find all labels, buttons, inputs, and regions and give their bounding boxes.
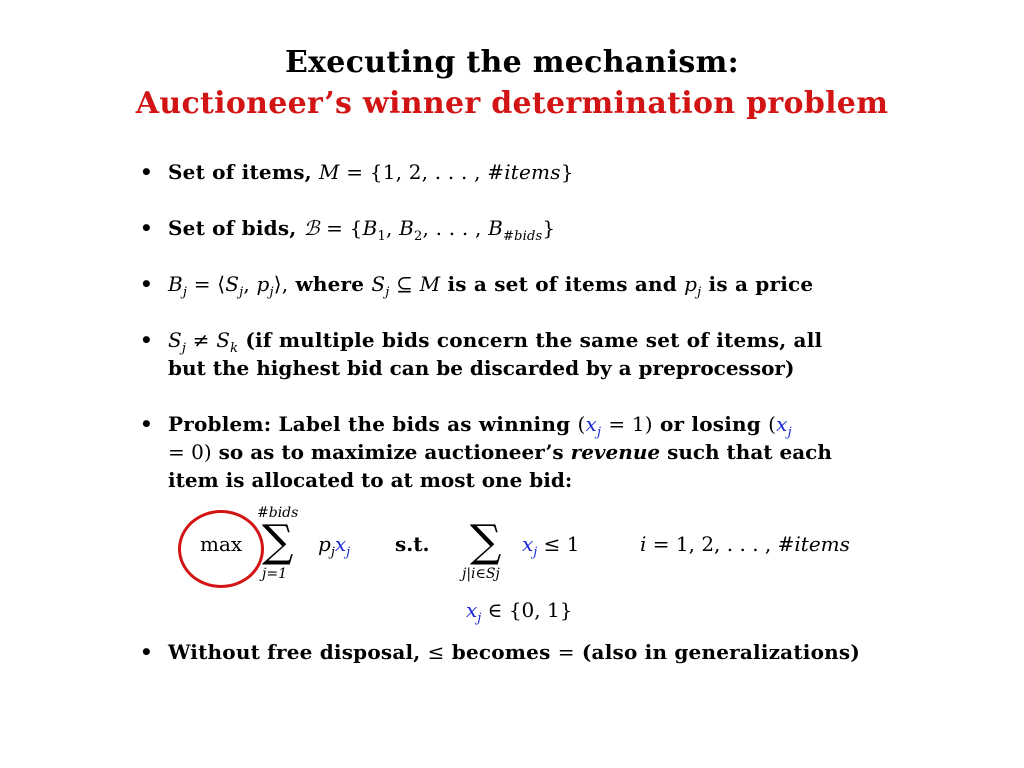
- max-operator: max: [200, 532, 243, 556]
- revenue-word: revenue: [570, 440, 661, 464]
- constraint-range: i = 1, 2, . . . , #items: [640, 532, 850, 556]
- bullet-dot: •: [140, 328, 153, 352]
- bullet-dot: •: [140, 412, 153, 436]
- slide-title: Executing the mechanism:: [284, 45, 740, 80]
- bid-tuple-math: $B_j$ = $⟨S_j$, $p_j⟩$,: [168, 272, 289, 300]
- bullet-problem: • Problem: Label the bids as winning $(x_j = 1)$ or losing ($x_j$: [140, 412, 792, 440]
- sum-lower-limit: j=1: [262, 566, 287, 582]
- bullet-bids: • Set of bids, ℬ = {$B_1$, $B_2$, . . . , $B_{\#bids}$}: [140, 216, 556, 244]
- bullet-dot: •: [140, 272, 153, 296]
- subject-to-label: s.t.: [395, 532, 430, 556]
- bullet-distinct-sets: • $S_j \ne S_k$ (if multiple bids concern the same set of items, all: [140, 328, 823, 356]
- bullet-dot: •: [140, 216, 153, 240]
- sum-symbol: ∑: [262, 516, 294, 567]
- bullet-items: • Set of items, M = {1, 2, . . . , #items}: [140, 160, 574, 184]
- sum-upper-limit: #bids: [257, 505, 299, 521]
- bullet-bid-definition: • $B_j$ = $⟨S_j$, $p_j⟩$, where $S_j$ ⊆ M is a set of items and $p_j$ is a price: [140, 272, 814, 300]
- objective-term: $p_jx_j$: [318, 532, 351, 560]
- constraint-sum-symbol: ∑: [470, 516, 502, 567]
- distinct-sets-math: $S_j \ne S_k$: [168, 328, 239, 356]
- bullet-distinct-sets-line2: but the highest bid can be discarded by a preprocessor): [168, 356, 795, 380]
- bullet-dot: •: [140, 160, 153, 184]
- constraint-expression: $x_j \le 1$: [522, 532, 580, 560]
- bullet-free-disposal: • Without free disposal, ≤ becomes = (also in generalizations): [140, 640, 860, 664]
- bullet-problem-line3: item is allocated to at most one bid:: [168, 468, 573, 492]
- bids-set-math: ℬ = {$B_1$, $B_2$, . . . , $B_{\#bids}$}: [303, 216, 556, 244]
- items-set-math: M = {1, 2, . . . , #items}: [319, 160, 574, 184]
- variable-domain: $x_j$ ∈ {0, 1}: [466, 598, 573, 626]
- constraint-sum-lower: j|i∈Sj: [462, 566, 500, 582]
- bullet-problem-line2: = 0) so as to maximize auctioneer’s revenue such that each: [168, 440, 832, 464]
- slide-subtitle: Auctioneer’s winner determination problem: [135, 86, 889, 121]
- bullet-dot: •: [140, 640, 153, 664]
